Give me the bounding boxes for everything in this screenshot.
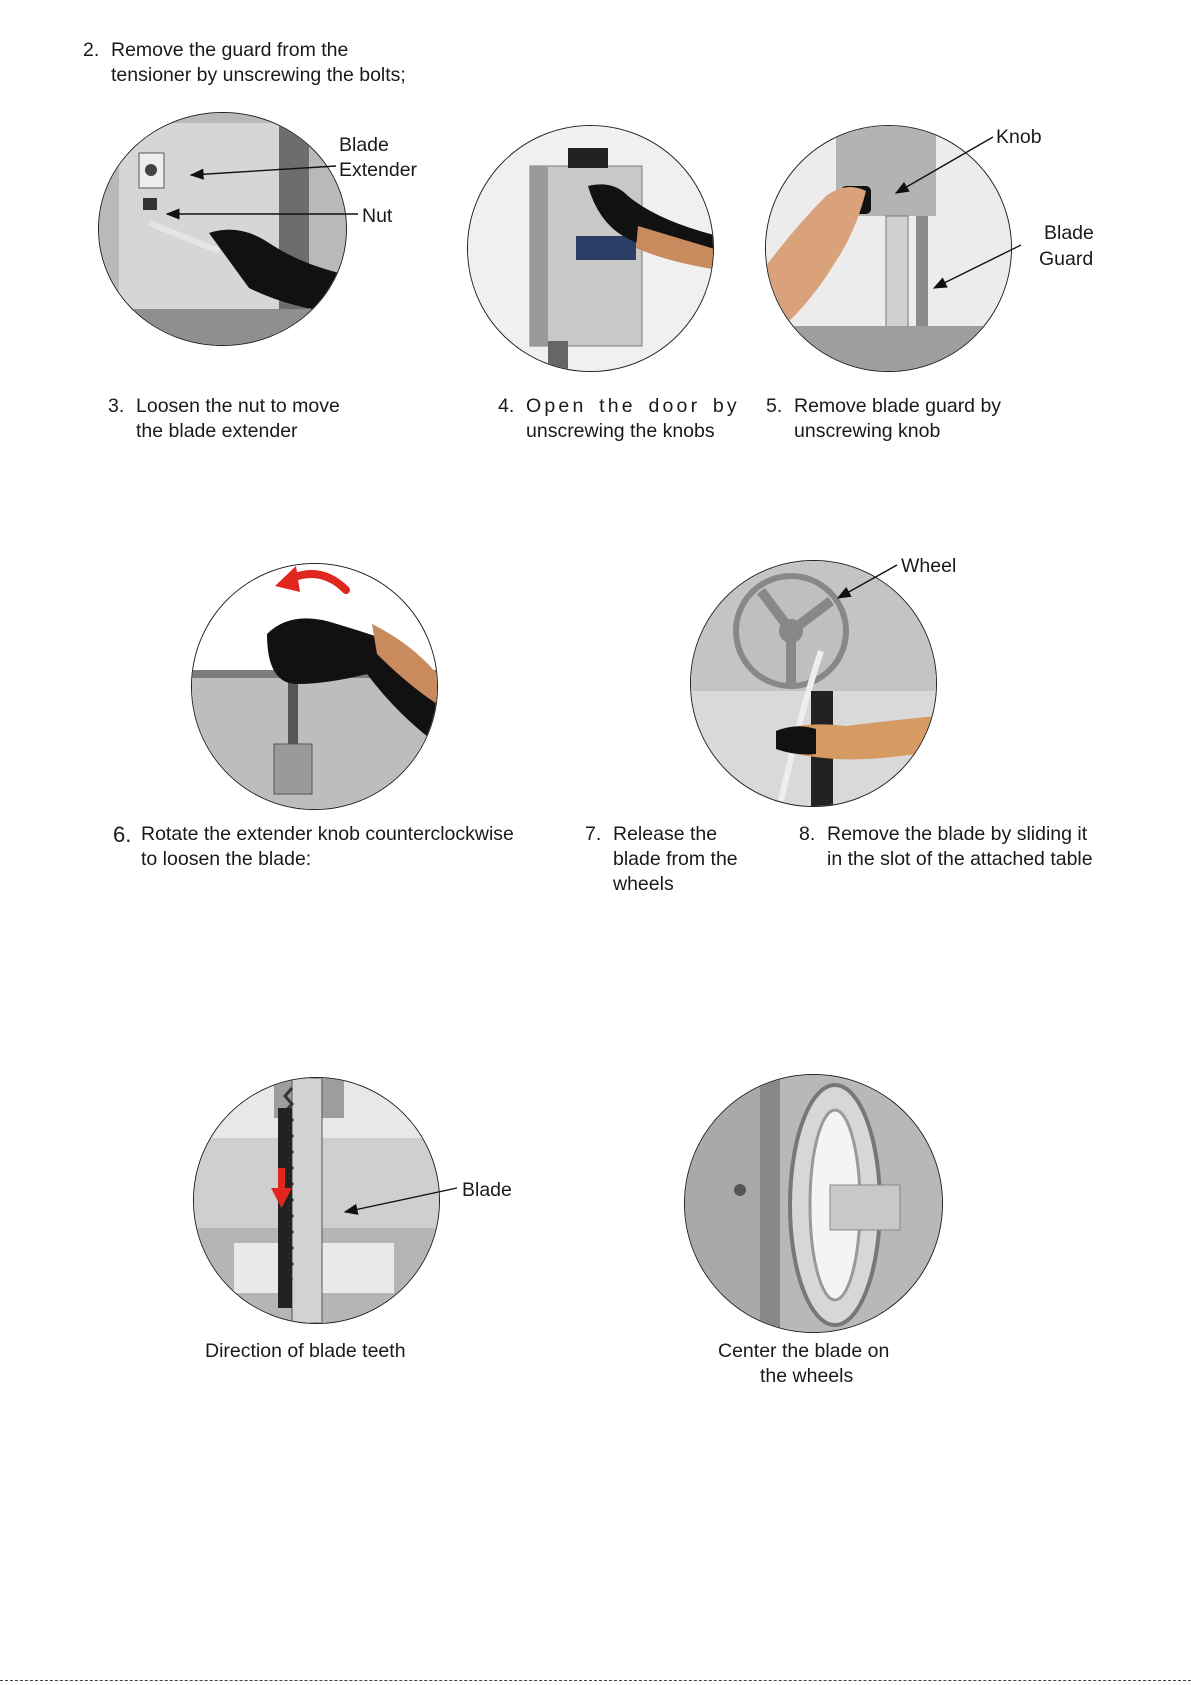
- tensioner-photo: [98, 112, 347, 346]
- callout-nut: Nut: [362, 205, 393, 227]
- wheel-photo: [690, 560, 937, 807]
- step-8-instruction: [799, 822, 1093, 872]
- step-2-instruction: [83, 38, 406, 88]
- step-number: 5.: [766, 395, 783, 417]
- step-6-instruction: [113, 822, 514, 872]
- step-number: 2.: [83, 39, 100, 61]
- callout-blade-extender-2: Extender: [339, 159, 418, 181]
- caption-center-blade-line-2: the wheels: [760, 1365, 854, 1387]
- step-5-line-2: unscrewing knob: [794, 420, 941, 442]
- step-number: 4.: [498, 395, 515, 417]
- step-8-line-1: Remove the blade by sliding it: [827, 823, 1088, 845]
- step-4-line-1: Open the door by: [526, 395, 740, 417]
- step-number: 6.: [113, 822, 132, 847]
- caption-direction-of-blade-teeth: Direction of blade teeth: [205, 1340, 406, 1362]
- step-5-instruction: [766, 394, 1001, 444]
- step-number: 7.: [585, 823, 602, 845]
- callout-blade-guard-2: Guard: [1039, 248, 1094, 270]
- extender-knob-photo: [191, 563, 438, 810]
- step-7-line-2: blade from the: [613, 848, 738, 870]
- page-bottom-rule: [0, 1680, 1191, 1681]
- step-7-instruction: [585, 822, 738, 897]
- step-3-line-2: the blade extender: [136, 420, 298, 442]
- door-knob-photo: [467, 125, 714, 372]
- caption-center-blade-line-1: Center the blade on: [718, 1340, 890, 1362]
- blade-teeth-photo: [193, 1077, 440, 1324]
- step-2-line-1: Remove the guard from the: [111, 39, 349, 61]
- blade-guard-photo: [765, 125, 1012, 372]
- step-3-line-1: Loosen the nut to move: [136, 395, 340, 417]
- callout-blade-guard-1: Blade: [1044, 222, 1094, 244]
- wheel-center-photo: [684, 1074, 943, 1333]
- step-8-line-2: in the slot of the attached table: [827, 848, 1093, 870]
- callout-knob: Knob: [996, 126, 1042, 148]
- step-4-instruction: [498, 394, 740, 444]
- step-7-line-1: Release the: [613, 823, 718, 845]
- step-2-line-2: tensioner by unscrewing the bolts;: [111, 64, 406, 86]
- callout-wheel: Wheel: [901, 555, 957, 577]
- step-7-line-3: wheels: [613, 873, 674, 895]
- step-5-line-1: Remove blade guard by: [794, 395, 1002, 417]
- step-6-line-2: to loosen the blade:: [141, 848, 312, 870]
- step-number: 3.: [108, 395, 125, 417]
- callout-blade-extender-1: Blade: [339, 134, 389, 156]
- callout-blade: Blade: [462, 1179, 512, 1201]
- step-number: 8.: [799, 823, 816, 845]
- step-4-line-2: unscrewing the knobs: [526, 420, 715, 442]
- step-6-line-1: Rotate the extender knob counterclockwise: [141, 823, 514, 845]
- step-3-instruction: [108, 394, 340, 444]
